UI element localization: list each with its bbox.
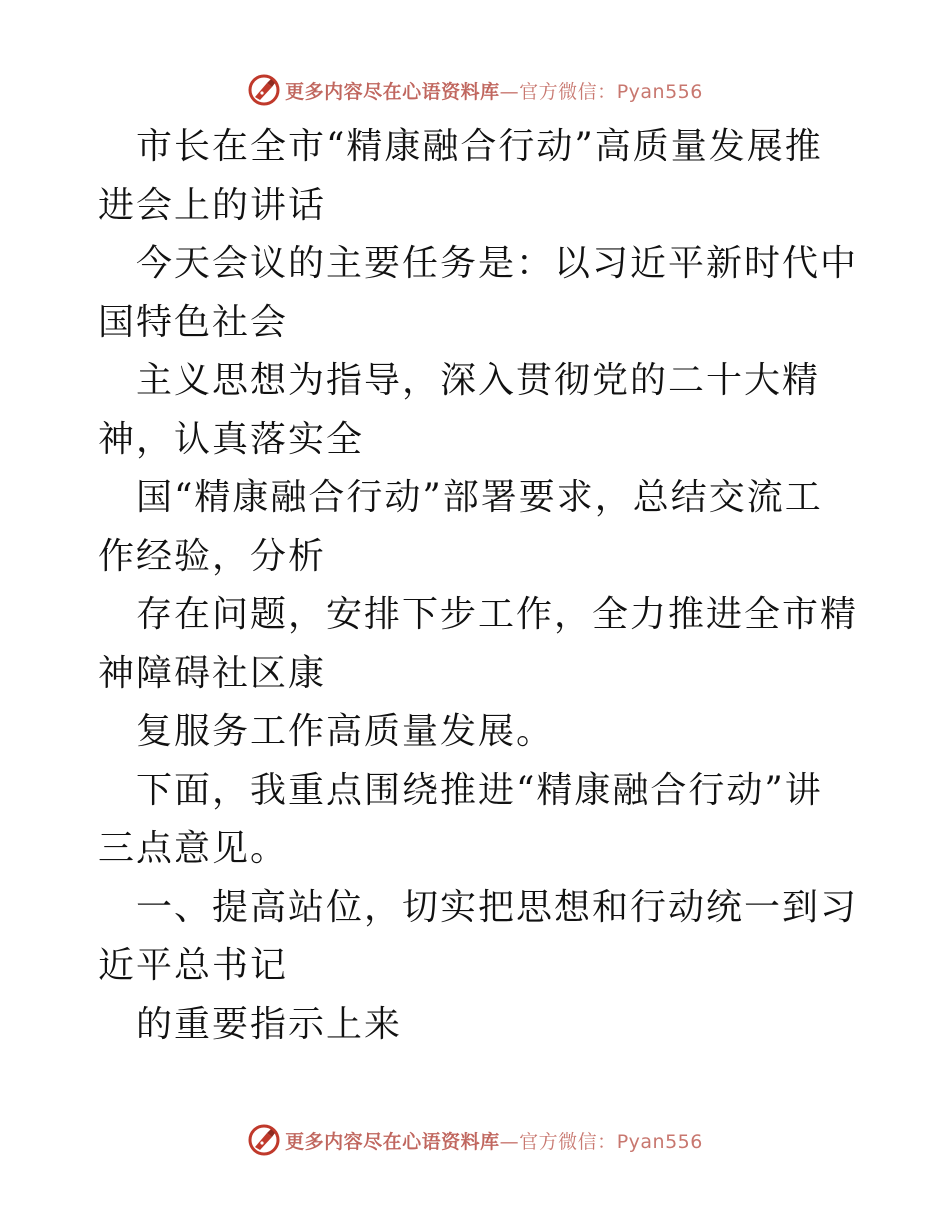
- paragraph: 下面，我重点围绕推进“精康融合行动”讲三点意见。: [98, 769, 823, 869]
- document-body: [98, 118, 858, 1054]
- footer-separator: —: [499, 1130, 520, 1153]
- header-label: 官方微信：: [519, 80, 617, 103]
- footer-banner-text: [285, 1127, 703, 1154]
- pen-nib-logo-icon: [247, 1123, 281, 1157]
- header-handle: Pyan556: [616, 80, 703, 103]
- header-banner: [0, 70, 950, 110]
- header-brand: 更多内容尽在心语资料库: [285, 80, 500, 103]
- header-separator: —: [499, 80, 520, 103]
- section-heading: 一、提高站位，切实把思想和行动统一到习近平总书记: [98, 886, 859, 986]
- footer-label: 官方微信：: [519, 1130, 617, 1153]
- document-title: 市长在全市“精康融合行动”高质量发展推进会上的讲话: [98, 126, 823, 226]
- paragraph: 存在问题，安排下步工作，全力推进全市精神障碍社区康: [98, 594, 859, 694]
- pen-nib-logo-icon: [247, 73, 281, 107]
- footer-banner: [0, 1120, 950, 1160]
- paragraph: 主义思想为指导，深入贯彻党的二十大精神，认真落实全: [98, 360, 821, 460]
- paragraph: 的重要指示上来: [136, 1003, 403, 1045]
- footer-brand: 更多内容尽在心语资料库: [285, 1130, 500, 1153]
- paragraph: 国“精康融合行动”部署要求，总结交流工作经验，分析: [98, 477, 823, 577]
- paragraph: 复服务工作高质量发展。: [136, 711, 555, 752]
- paragraph: 今天会议的主要任务是：以习近平新时代中国特色社会: [98, 243, 859, 343]
- footer-handle: Pyan556: [616, 1130, 703, 1153]
- header-banner-text: [285, 77, 703, 104]
